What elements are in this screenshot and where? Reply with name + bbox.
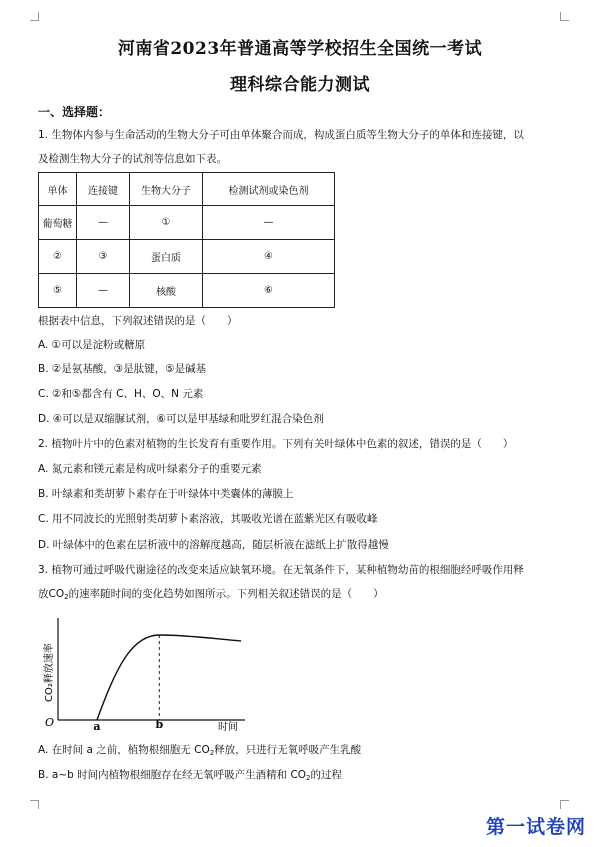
table-header-cell: 生物大分子 (130, 173, 203, 206)
table-row (39, 206, 335, 240)
q1-stem-line2: 及检测生物大分子的试剂等信息如下表。 (38, 153, 227, 165)
crop-mark-bottom-left (30, 800, 39, 809)
table-header-cell: 单体 (39, 173, 77, 206)
table-row (39, 240, 335, 274)
q1-option-c: C. ②和⑤都含有 C、H、O、N 元素 (38, 388, 204, 400)
table-header-row (39, 173, 335, 206)
table-cell: ⑥ (203, 274, 335, 308)
q3-option-a (38, 743, 568, 760)
exam-title: 河南省2023年普通高等学校招生全国统一考试 (117, 39, 483, 59)
q2-option-b: B. 叶绿素和类胡萝卜素存在于叶绿体中类囊体的薄膜上 (38, 488, 294, 500)
table-cell: ④ (203, 240, 335, 274)
co2-rate-chart (40, 604, 280, 734)
q3-stem-subscript: 2 (64, 593, 69, 601)
table-header-cell: 连接键 (77, 173, 130, 206)
table-cell: 蛋白质 (130, 240, 203, 274)
q1-stem-line1: 1. 生物体内参与生命活动的生物大分子可由单体聚合而成，构成蛋白质等生物大分子的单体和连接键，以 (38, 129, 524, 141)
q3-option-b-part2: 的过程 (310, 769, 343, 781)
x-axis-label: 时间 (218, 722, 238, 733)
crop-mark-bottom-right (560, 800, 569, 809)
q3-option-b (38, 768, 568, 785)
q3-stem-part2: 的速率随时间的变化趋势如图所示。下列相关叙述错误的是（ ） (68, 588, 384, 600)
q3-option-b-part1: B. a~b 时间内植物根细胞存在经无氧呼吸产生酒精和 CO (38, 769, 307, 781)
q3-stem-part1: 放CO (38, 588, 65, 600)
y-axis-label: CO₂释放速率 (44, 643, 55, 702)
exam-subtitle: 理科综合能力测试 (230, 75, 370, 95)
origin-label: O (45, 716, 55, 729)
q1-prompt: 根据表中信息，下列叙述错误的是（ ） (38, 315, 238, 327)
q1-option-a: A. ①可以是淀粉或糖原 (38, 339, 146, 351)
table-cell: ③ (77, 240, 130, 274)
table-cell: ⑤ (39, 274, 77, 308)
table-cell: 核酸 (130, 274, 203, 308)
table-cell: — (77, 206, 130, 240)
q3-option-a-part1: A. 在时间 a 之前，植物根细胞无 CO (38, 744, 210, 756)
table-cell: ② (39, 240, 77, 274)
q2-stem: 2. 植物叶片中的色素对植物的生长发育有重要作用。下列有关叶绿体中色素的叙述，错误的是（ ） (38, 438, 514, 450)
q1-option-b: B. ②是氨基酸，③是肽键，⑤是碱基 (38, 363, 207, 375)
table-header-cell: 检测试剂或染色剂 (203, 173, 335, 206)
q3-option-a-subscript: 2 (209, 749, 215, 757)
tick-label-a: a (93, 720, 101, 733)
q3-stem-line1: 3. 植物可通过呼吸代谢途径的改变来适应缺氧环境。在无氧条件下，某种植物幼苗的根细胞经呼吸作用释 (38, 564, 524, 576)
table-row (39, 274, 335, 308)
q2-option-a: A. 氮元素和镁元素是构成叶绿素分子的重要元素 (38, 463, 262, 475)
table-cell: — (77, 274, 130, 308)
tick-label-b: b (155, 718, 164, 731)
crop-mark-top-left (30, 12, 39, 21)
rate-curve (97, 635, 241, 720)
q2-option-c: C. 用不同波长的光照射类胡萝卜素溶液，其吸收光谱在蓝紫光区有吸收峰 (38, 513, 378, 525)
table-cell: ① (130, 206, 203, 240)
section-heading: 一、选择题： (38, 105, 111, 119)
q2-option-d: D. 叶绿体中的色素在层析液中的溶解度越高，随层析液在滤纸上扩散得越慢 (38, 539, 389, 551)
site-watermark: 第一试卷网 (486, 816, 587, 838)
table-cell: — (203, 206, 335, 240)
table-cell: 葡萄糖 (39, 206, 77, 240)
q3-option-b-subscript: 2 (306, 774, 311, 782)
crop-mark-top-right (560, 12, 569, 21)
q1-option-d: D. ④可以是双缩脲试剂，⑥可以是甲基绿和吡罗红混合染色剂 (38, 413, 324, 425)
q3-stem-line2 (38, 587, 568, 604)
q1-table (38, 172, 335, 308)
q3-option-a-part2: 释放，只进行无氧呼吸产生乳酸 (214, 744, 362, 756)
